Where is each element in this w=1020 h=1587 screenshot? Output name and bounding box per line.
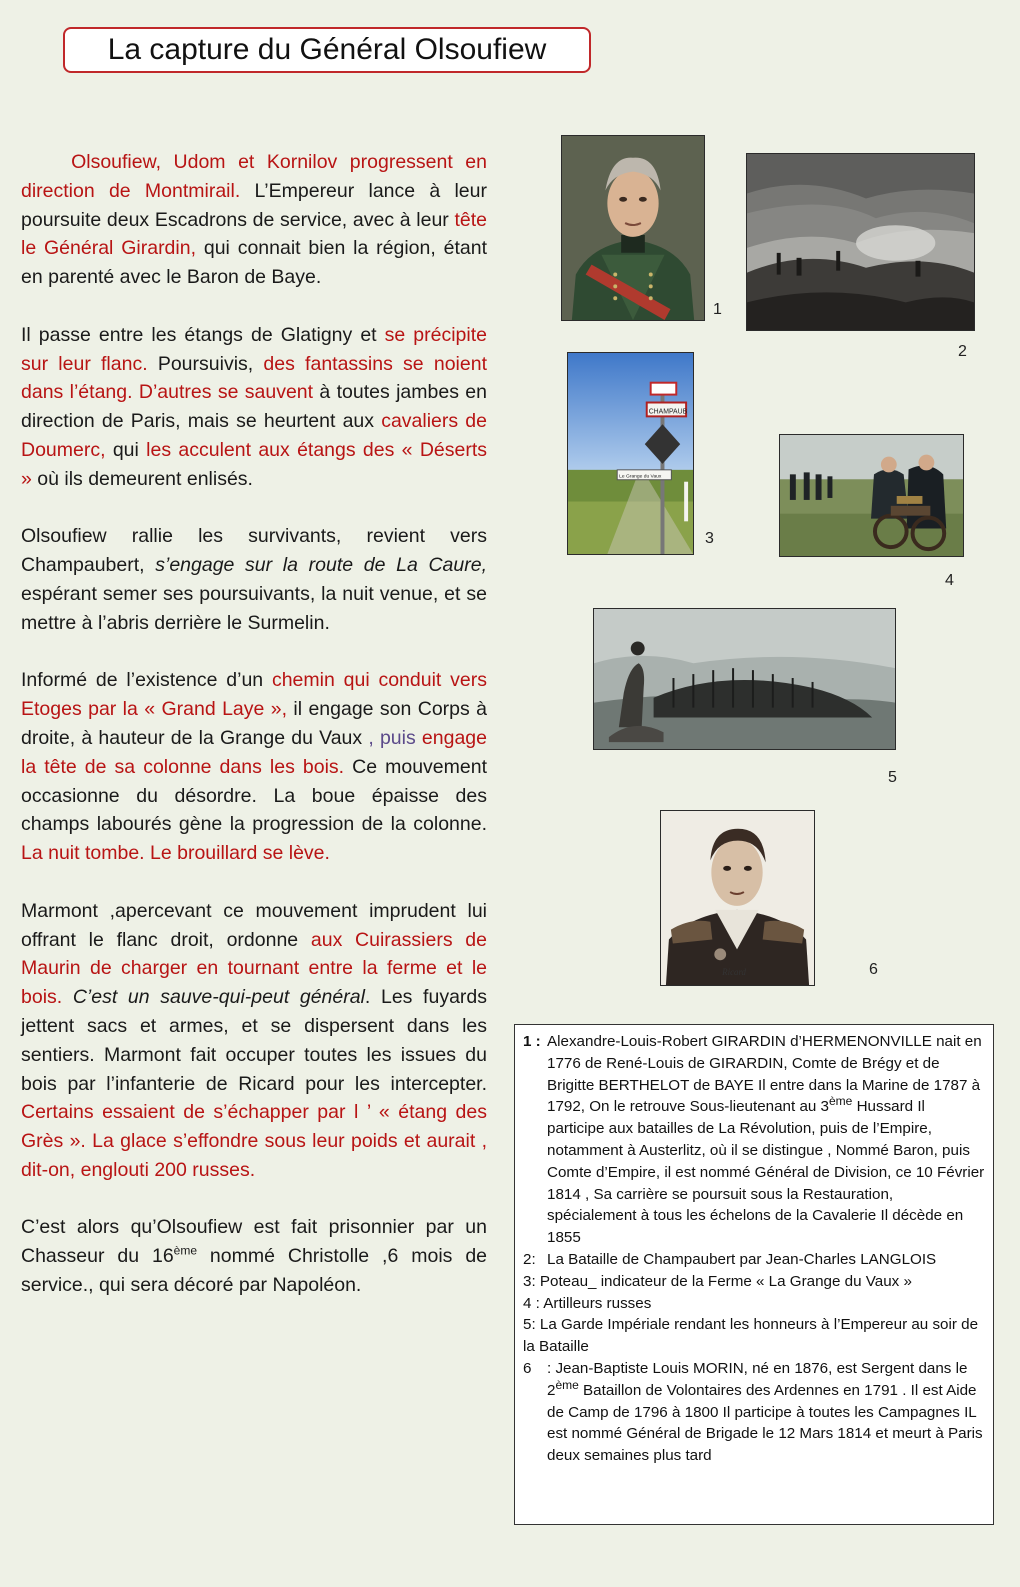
text: espérant semer ses poursuivants, la nuit venue, et se mettre à l’abris derrière le Surmelin. (21, 582, 487, 634)
text: à toutes jambes en direction de Paris, mais se heurtent aux (21, 381, 487, 433)
caption-text: 5: La Garde Impériale rendant les honneurs à l’Empereur au soir de la Bataille (523, 1316, 979, 1356)
engraving-signature: Ricard (722, 967, 747, 978)
text: Marmont ,apercevant ce mouvement imprudent lui offrant le flanc droit, ordonne (21, 899, 487, 951)
article-text (21, 148, 487, 1329)
sign-text: CHAMPAUB (648, 408, 688, 416)
text: C’est alors qu’Olsoufiew est fait prisonnier par un Chasseur du 16 (21, 1216, 487, 1268)
figure-number: 6 (869, 961, 878, 978)
text: où ils demeurent enlisés. (31, 467, 253, 490)
text (62, 986, 73, 1008)
sign-small-text: Le Grange du Vaux (619, 474, 662, 480)
text-red: les acculent aux étangs des « Déserts » (21, 438, 487, 490)
caption-6 (523, 1358, 985, 1467)
figure-number: 1 (713, 301, 722, 318)
text-red: Certains essaient de s’échapper par l ’ « étang des Grès ». La glace s’effondre sous leur poids et aurait , dit-on, englouti 200 russes. (21, 1101, 487, 1181)
caption-text: 4 : Artilleurs russes (523, 1294, 652, 1312)
text-italic: C’est un sauve-qui-peut général (72, 986, 365, 1009)
text: il engage son Corps à droite, à hauteur de la Grange du Vaux (21, 698, 488, 749)
text-red: se précipite sur leur flanc. (21, 323, 487, 375)
text-red: aux Cuirassiers de Maurin de charger en tournant entre la ferme et le bois. (21, 928, 487, 1009)
caption-text: 3: Poteau_ indicateur de la Ferme « La Grange du Vaux » (523, 1272, 912, 1290)
imperial-guard-image (593, 608, 896, 750)
caption-text: Hussard Il participe aux batailles de La Révolution, puis de l’Empire, notamment à Austerlitz, où il se distingue , Nommé Baron, puis Comte d’Empire, il est nommé Général de Division, ce 10 Février 1814 , Sa carrière se poursuit sous la Restauration, spécialement à tous les échelons de la Cavalerie Il décède en 1855 (547, 1098, 985, 1247)
text-purple: , puis (368, 726, 416, 749)
figure-number: 2 (958, 343, 967, 360)
text: qui connait bien la région, étant en parenté avec le Baron de Baye. (21, 237, 487, 289)
text: . Les fuyards jettent sacs et armes, et se dispersent dans les sentiers. Marmont fait occuper toutes les issues du bois par l’infanterie de Ricard pour les intercepter. (21, 986, 487, 1095)
text-italic: s’engage sur la route de La Caure, (155, 554, 487, 577)
paragraph-3 (21, 522, 487, 637)
text-red: cavaliers de Doumerc, (21, 410, 487, 461)
text: Olsoufiew rallie les survivants, revient vers Champaubert, (21, 525, 487, 577)
figure-number: 3 (705, 530, 714, 547)
superscript: ème (173, 1243, 198, 1258)
figure-number: 4 (945, 572, 954, 589)
caption-1 (523, 1031, 985, 1249)
text-red: chemin qui conduit vers Etoges par la « Grand Laye », (21, 669, 487, 721)
text: Informé de l’existence d’un (21, 669, 272, 692)
figure-number: 5 (888, 769, 897, 786)
superscript: ème (555, 1377, 579, 1392)
text: nommé Christolle ,6 mois de service., qui sera décoré par Napoléon. (21, 1245, 488, 1297)
caption-text: Bataillon de Volontaires des Ardennes en 1791 . Il est Aide de Camp de 1796 à 1800 Il participe à toutes les Campagnes IL est nommé Général de Brigade le 12 Mars 1814 et meurt à Paris deux semaines plus tard (547, 1381, 983, 1465)
text-red: engage la tête de sa colonne dans les bois. (21, 726, 487, 778)
paragraph-5 (21, 897, 487, 1185)
portrait-girardin-image (561, 135, 705, 321)
text: Ce mouvement occasionne du désordre. La boue épaisse des champs labourés gène la progression de la colonne. (21, 755, 487, 836)
page-title: La capture du Général Olsoufiew (63, 27, 591, 73)
captions-box (514, 1024, 994, 1525)
caption-number: 1 : (523, 1033, 541, 1050)
paragraph-4 (21, 666, 487, 868)
text-red: des fantassins se noient dans l’étang. D’autres se sauvent (21, 352, 487, 404)
text: Il passe entre les étangs de Glatigny et (21, 323, 385, 346)
text: Poursuivis, (147, 352, 264, 375)
paragraph-6 (21, 1213, 487, 1299)
text: L’Empereur lance à leur poursuite deux Escadrons de service, avec à leur (21, 179, 487, 231)
text-red: Olsoufiew, Udom et Kornilov progressent en direction de Montmirail. (21, 151, 487, 202)
text: qui (105, 438, 147, 461)
superscript: ème (829, 1094, 853, 1109)
caption-text: La Bataille de Champaubert par Jean-Charles LANGLOIS (547, 1250, 937, 1268)
battle-painting-image (746, 153, 975, 331)
caption-text: : Jean-Baptiste Louis MORIN, né en 1876, est Sergent dans le 2 (547, 1359, 968, 1399)
paragraph-1 (21, 148, 487, 292)
artillery-photo-image (779, 434, 964, 557)
caption-2 (523, 1249, 985, 1271)
text-red: tête le Général Girardin, (21, 208, 487, 260)
paragraph-2 (21, 321, 487, 494)
caption-4 (523, 1293, 985, 1315)
caption-number: 2: (523, 1250, 536, 1268)
caption-5 (523, 1314, 985, 1358)
caption-3 (523, 1271, 985, 1293)
signpost-photo-image (567, 352, 694, 555)
portrait-ricard-image (660, 810, 815, 986)
caption-number: 6 (523, 1359, 532, 1377)
text-red: La nuit tombe. Le brouillard se lève. (21, 842, 330, 865)
caption-text: Alexandre-Louis-Robert GIRARDIN d’HERMENONVILLE nait en 1776 de René-Louis de GIRARDIN, Comte de Brégy et de Brigitte BERTHELOT de BAYE Il entre dans la Marine de 1787 à 1792, On le retrouve Sous-lieutenant au 3 (547, 1033, 982, 1116)
